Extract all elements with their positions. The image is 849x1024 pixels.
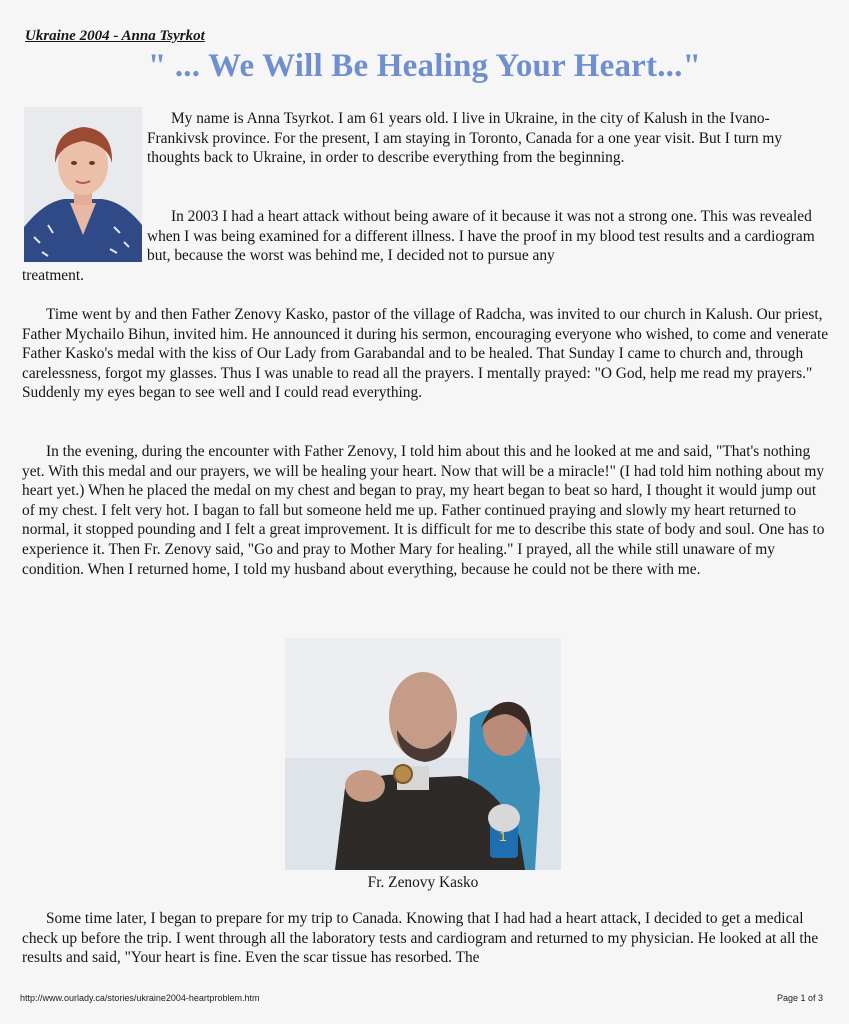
source-url: http://www.ourlady.ca/stories/ukraine2004-heartproblem.htm xyxy=(20,993,260,1003)
priest-photo xyxy=(285,638,561,870)
article-kicker: Ukraine 2004 - Anna Tsyrkot xyxy=(25,28,205,44)
intro-paragraph: My name is Anna Tsyrkot. I am 61 years old. I live in Ukraine, in the city of Kalush in the Ivano-Frankivsk province. For the present, I am staying in Toronto, Canada for a one year visit. But I turn my thoughts back to Ukraine, in order to describe everything from the beginning. xyxy=(147,110,783,167)
article-title: " ... We Will Be Healing Your Heart..." xyxy=(147,48,702,84)
svg-text:1: 1 xyxy=(499,828,507,844)
page-number: Page 1 of 3 xyxy=(776,993,823,1003)
medical-checkup-paragraph: Some time later, I began to prepare for my trip to Canada. Knowing that I had had a heart attack, I decided to get a medical check up before the trip. I went through all the laboratory tests and cardiogram and returned to my physician. He looked at all the results and said, "Your heart is fine. Even the scar tissue has resorbed. The xyxy=(22,910,819,967)
heart-attack-paragraph-end: treatment. xyxy=(22,267,84,284)
church-visit-paragraph: Time went by and then Father Zenovy Kasko, pastor of the village of Radcha, was invited to our church in Kalush. Our priest, Father Mychailo Bihun, invited him. He announced it during his sermon, encouraging everyone who wished, to come and venerate Father Kasko's medal with the kiss of Our Lady from Garabandal and to be healed. That Sunday I came to church and, through carelessness, forgot my glasses. Thus I was unable to read all the prayers. I mentally prayed: "O God, help me read my prayers." Suddenly my eyes began to see well and I could read everything. xyxy=(22,306,829,402)
author-portrait xyxy=(24,107,142,262)
photo-caption: Fr. Zenovy Kasko xyxy=(367,874,479,891)
heart-attack-paragraph: In 2003 I had a heart attack without being aware of it because it was not a strong one. This was revealed when I was being examined for a different illness. I have the proof in my blood test results and a cardiogram but, because the worst was behind me, I decided not to pursue any xyxy=(147,208,815,265)
evening-encounter-paragraph: In the evening, during the encounter with Father Zenovy, I told him about this and he looked at me and said, "That's nothing yet. With this medal and our prayers, we will be healing your heart. Now that will be a miracle!" (I had told him nothing about my heart yet.) When he placed the medal on my chest and began to pray, my heart began to beat so hard, I thought it would jump out of my chest. I felt very hot. I bagan to fall but someone held me up. Father continued praying and slowly my heart returned to normal, it stopped pounding and I felt a great improvement. It is difficult for me to describe this state of body and soul. One has to experience it. Then Fr. Zenovy said, "Go and pray to Mother Mary for healing." I prayed, all the while still unaware of my condition. When I returned home, I told my husband about everything, because he could not be there with me. xyxy=(22,443,825,578)
